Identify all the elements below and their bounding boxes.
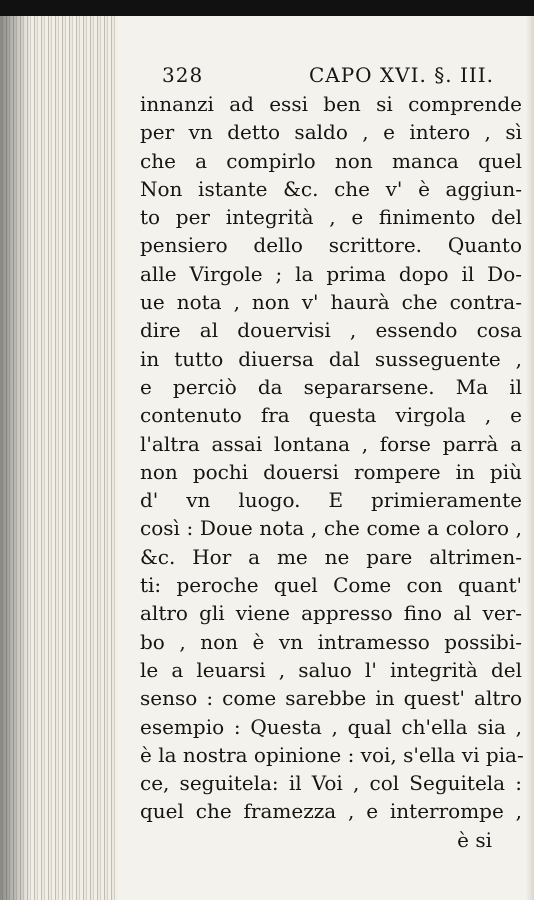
text-line: dire al douervisi , essendo cosa xyxy=(140,318,522,343)
text-line: senso : come sarebbe in quest' altro xyxy=(140,686,522,711)
text-line: pensiero dello scrittore. Quanto xyxy=(140,233,522,258)
catchword: è si xyxy=(457,827,492,852)
text-line: to per integrità , e finimento del xyxy=(140,205,522,230)
text-line: esempio : Questa , qual ch'ella sia , xyxy=(140,714,522,739)
binding-shadow xyxy=(0,16,30,900)
text-line: ti: peroche quel Come con quant' xyxy=(140,573,522,598)
chapter-title: CAPO XVI. §. III. xyxy=(308,63,494,87)
text-line: che a compirlo non manca quel xyxy=(140,148,522,173)
text-line: non pochi douersi rompere in più xyxy=(140,459,522,484)
top-dark-band xyxy=(0,0,534,16)
text-line: in tutto diuersa dal susseguente , xyxy=(140,346,522,371)
page-number: 328 xyxy=(162,63,204,87)
text-line: l'altra assai lontana , forse parrà a xyxy=(140,431,522,456)
text-block xyxy=(140,60,522,854)
text-line: innanzi ad essi ben si comprende xyxy=(140,92,522,116)
text-line: le a leuarsi , saluo l' integrità del xyxy=(140,657,522,682)
text-line: d' vn luogo. E primieramente xyxy=(140,488,522,513)
text-line: alle Virgole ; la prima dopo il Do- xyxy=(140,261,522,286)
text-line: per vn detto saldo , e intero , sì xyxy=(140,120,522,145)
page-right-edge xyxy=(526,16,534,900)
text-line: bo , non è vn intramesso possibi- xyxy=(140,629,522,654)
text-line: e perciò da separarsene. Ma il xyxy=(140,374,522,399)
running-header xyxy=(140,60,522,90)
text-line: è la nostra opinione : voi, s'ella vi pia- xyxy=(140,742,524,767)
text-line: ue nota , non v' haurà che contra- xyxy=(140,290,522,315)
text-line: così : Doue nota , che come a coloro , xyxy=(140,516,522,541)
text-line: Non istante &c. che v' è aggiun- xyxy=(140,176,522,201)
text-line: contenuto fra questa virgola , e xyxy=(140,403,522,428)
text-line: altro gli viene appresso fino al ver- xyxy=(140,601,522,626)
text-line: quel che framezza , e interrompe , xyxy=(140,799,522,824)
text-line: &c. Hor a me ne pare altrimen- xyxy=(140,544,522,569)
text-line: ce, seguitela: il Voi , col Seguitela : xyxy=(140,771,522,796)
